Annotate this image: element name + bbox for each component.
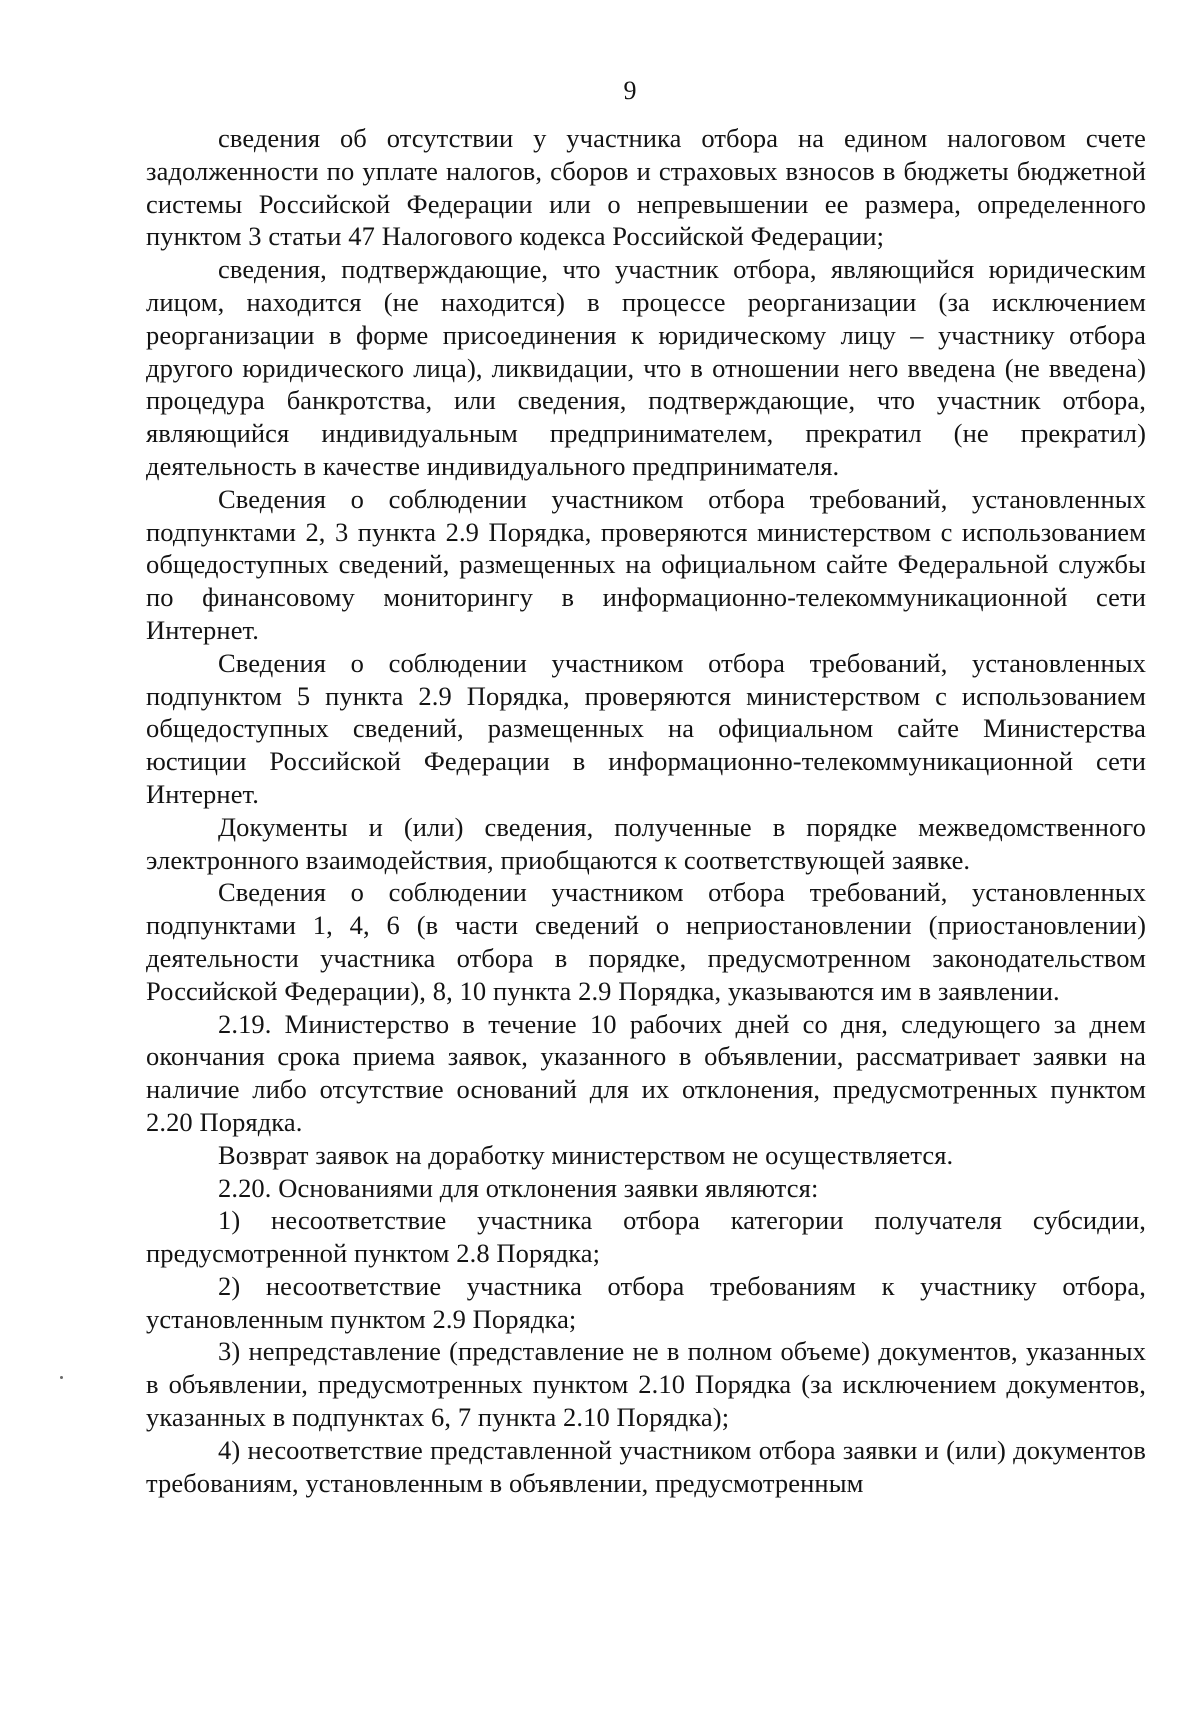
paragraph-financial-monitoring-check: Сведения о соблюдении участником отбора требований, установленных подпунктами 2, 3 пункта 2.9 Порядка, проверяются министерством с использованием общедоступных сведений, размещенных на официальном сайте Федеральной службы по финансовому мониторингу в информационно-телекоммуникационной сети Интернет. [146, 483, 1146, 645]
list-item-ground-4: 4) несоответствие представленной участником отбора заявки и (или) документов требованиям, установленным в объявлении, предусмотренным [146, 1434, 1146, 1498]
paragraph-2-19-review: 2.19. Министерство в течение 10 рабочих дней со дня, следующего за днем окончания срока приема заявок, указанного в объявлении, рассматривает заявки на наличие либо отсутствие оснований для их отклонения, предусмотренных пунктом 2.20 Порядка. [146, 1008, 1146, 1137]
paragraph-reorganization-info: сведения, подтверждающие, что участник отбора, являющийся юридическим лицом, находится (не находится) в процессе реорганизации (за исключением реорганизации в форме присоединения к юридическому лицу – участнику отбора другого юридического лица), ликвидации, что в отношении него введена (не введена) процедура банкротства, или сведения, подтверждающие, что участник отбора, являющийся индивидуальным предпринимателем, прекратил (не прекратил) деятельность в качестве индивидуального предпринимателя. [146, 254, 1146, 481]
scan-speck [60, 1376, 63, 1379]
paragraph-tax-debt-info: сведения об отсутствии у участника отбора на едином налоговом счете задолженности по уплате налогов, сборов и страховых взносов в бюджеты бюджетной системы Российской Федерации или о непревышении ее размера, определенного пунктом 3 статьи 47 Налогового кодекса Российской Федерации; [146, 123, 1146, 252]
paragraph-interagency-documents: Документы и (или) сведения, полученные в порядке межведомственного электронного взаимодействия, приобщаются к соответствующей заявке. [146, 811, 1146, 875]
paragraph-justice-ministry-check: Сведения о соблюдении участником отбора требований, установленных подпунктом 5 пункта 2.9 Порядка, проверяются министерством с использованием общедоступных сведений, размещенных на официальном сайте Министерства юстиции Российской Федерации в информационно-телекоммуникационной сети Интернет. [146, 647, 1146, 809]
paragraph-declared-requirements: Сведения о соблюдении участником отбора требований, установленных подпунктами 1, 4, 6 (в части сведений о неприостановлении (приостановлении) деятельности участника отбора в порядке, предусмотренном законодательством Российской Федерации), 8, 10 пункта 2.9 Порядка, указываются им в заявлении. [146, 877, 1146, 1006]
page-number: 9 [623, 76, 637, 105]
paragraph-2-20-grounds: 2.20. Основаниями для отклонения заявки являются: [218, 1172, 819, 1203]
paragraph-no-return: Возврат заявок на доработку министерством не осуществляется. [218, 1139, 954, 1170]
list-item-ground-3: 3) непредставление (представление не в полном объеме) документов, указанных в объявлении, предусмотренных пунктом 2.10 Порядка (за исключением документов, указанных в подпунктах 6, 7 пункта 2.10 Порядка); [146, 1336, 1146, 1433]
list-item-ground-1: 1) несоответствие участника отбора категории получателя субсидии, предусмотренной пунктом 2.8 Порядка; [146, 1205, 1146, 1269]
document-body [146, 122, 1146, 1499]
list-item-ground-2: 2) несоответствие участника отбора требованиям к участнику отбора, установленным пунктом 2.9 Порядка; [146, 1270, 1146, 1334]
